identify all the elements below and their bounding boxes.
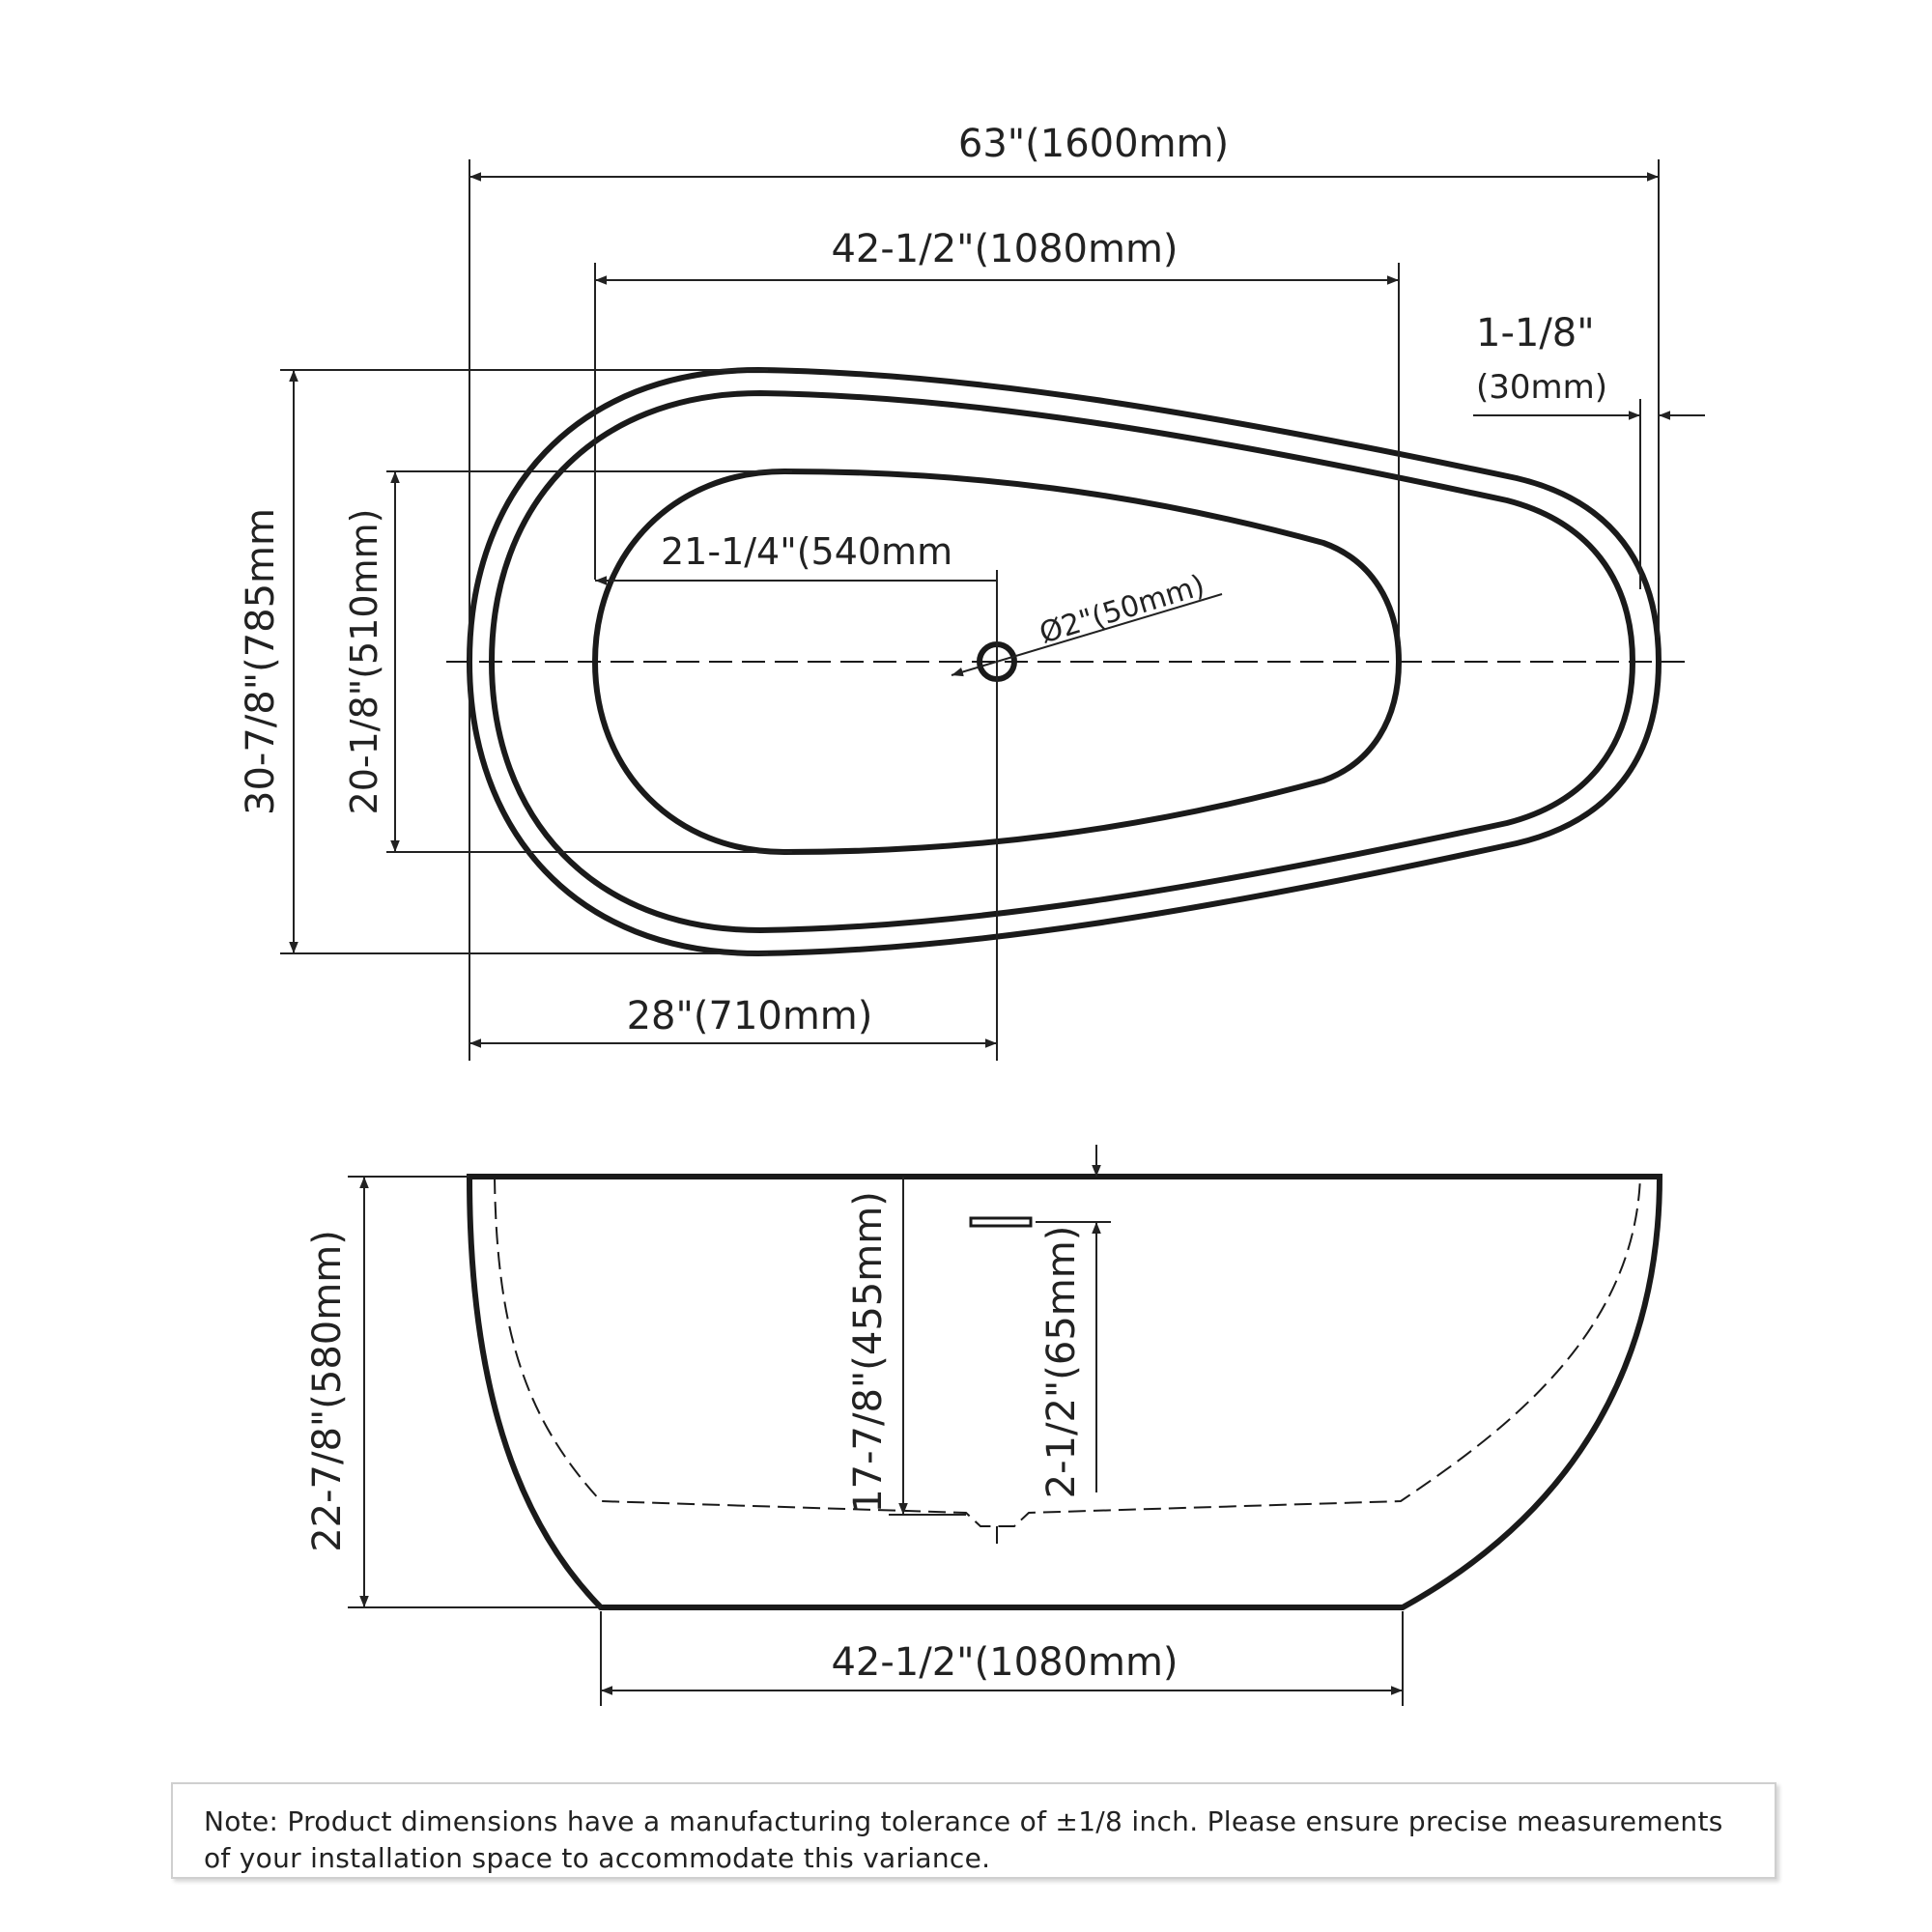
top-view [446, 370, 1686, 953]
label-interior-depth: 17-7/8"(455mm) [846, 1191, 891, 1514]
label-rim-width-mm: (30mm) [1476, 368, 1608, 407]
label-overall-length: 63"(1600mm) [957, 122, 1230, 166]
label-drain-offset: 21-1/4"(540mm [661, 530, 953, 573]
label-interior-length: 42-1/2"(1080mm) [831, 227, 1179, 271]
label-base-length: 42-1/2"(1080mm) [831, 1640, 1179, 1685]
label-drain-diameter: Ø2"(50mm) [1036, 568, 1209, 651]
tolerance-note-box [171, 1782, 1776, 1879]
label-overall-height: 22-7/8"(580mm) [305, 1230, 350, 1552]
label-rim-width-inch: 1-1/8" [1476, 311, 1595, 355]
label-interior-width: 20-1/8"(510mm) [343, 508, 385, 815]
label-overall-width: 30-7/8"(785mm [239, 508, 283, 815]
extension-lines-top [280, 159, 1659, 1061]
label-drain-from-end: 28"(710mm) [626, 994, 873, 1038]
label-overflow-offset: 2-1/2"(65mm) [1039, 1225, 1084, 1499]
overflow-slot [971, 1218, 1031, 1226]
labels-side [305, 1191, 1179, 1685]
tolerance-note-text: Note: Product dimensions have a manufacturing tolerance of ±1/8 inch. Please ensure precise measurements of your installation space to accommodate this variance. [204, 1805, 1723, 1874]
